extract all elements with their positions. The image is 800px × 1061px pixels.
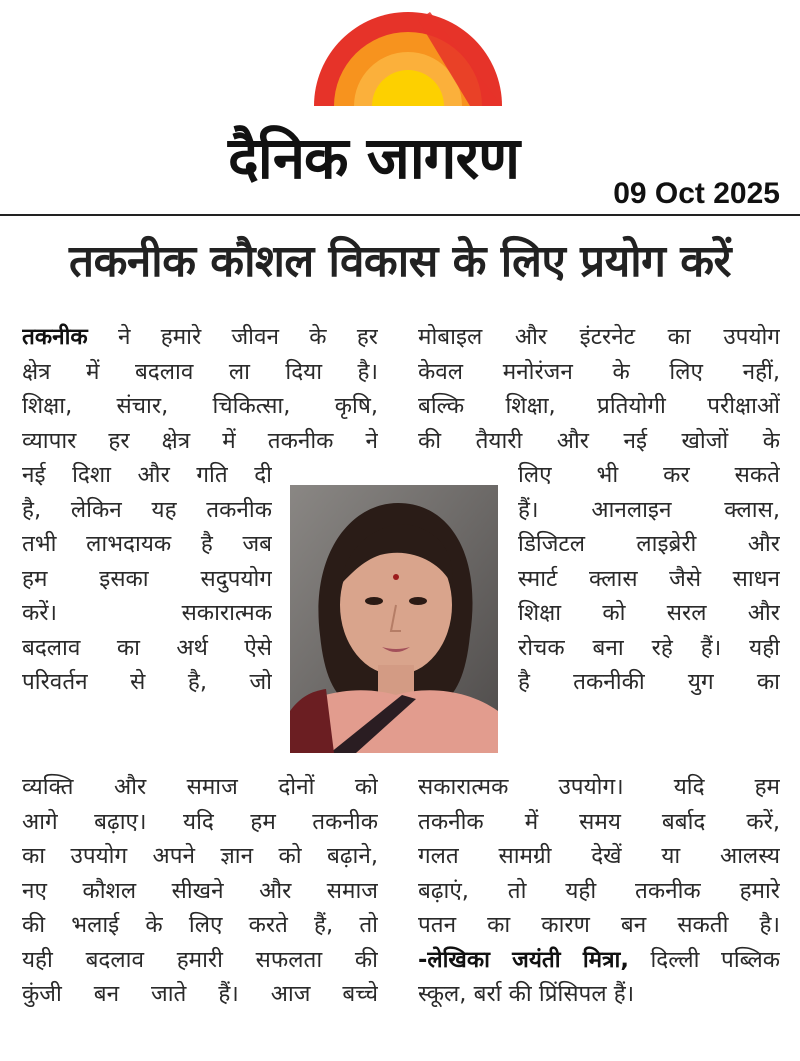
text-line: केवल मनोरंजन के लिए नहीं,	[418, 358, 780, 385]
text-line: बदलाव का अर्थ ऐसे	[22, 634, 272, 661]
dainik-jagran-sun-logo	[310, 6, 506, 110]
text-line: स्मार्ट क्लास जैसे साधन	[518, 565, 780, 592]
text-line: यही बदलाव हमारी सफलता की	[22, 946, 378, 973]
byline-line	[418, 943, 780, 978]
text-line: बढ़ाएं, तो यही तकनीक हमारे	[418, 877, 780, 904]
left-column-wrap	[22, 458, 272, 700]
text-line: तकनीक में समय बर्बाद करें,	[418, 808, 780, 835]
text-line: क्षेत्र में बदलाव ला दिया है।	[22, 358, 378, 385]
text-line: नई दिशा और गति दी	[22, 462, 272, 488]
photo-eye-right	[409, 597, 427, 605]
text-line: व्यक्ति और समाज दोनों को	[22, 774, 378, 800]
lead-word: तकनीक	[22, 324, 88, 350]
left-column-top	[22, 320, 378, 458]
text-line	[22, 320, 378, 355]
left-column-bottom	[22, 770, 378, 1012]
text-line: व्यापार हर क्षेत्र में तकनीक ने	[22, 427, 378, 454]
text-line: की तैयारी और नई खोजों के	[418, 427, 780, 454]
photo-bindi	[393, 574, 399, 580]
text-line: परिवर्तन से है, जो	[22, 669, 272, 695]
newspaper-name: दैनिक जागरण	[228, 124, 520, 192]
text-line: पतन का कारण बन सकती है।	[418, 912, 780, 938]
masthead-divider	[0, 214, 800, 216]
masthead	[0, 0, 800, 216]
text-line: कुंजी बन जाते हैं। आज बच्चे	[22, 981, 378, 1007]
text-line: आगे बढ़ाए। यदि हम तकनीक	[22, 808, 378, 835]
photo-eye-left	[365, 597, 383, 605]
text-line: शिक्षा, संचार, चिकित्सा, कृषि,	[22, 393, 378, 419]
author-name: -लेखिका जयंती मित्रा,	[418, 946, 629, 973]
text-line: शिक्षा को सरल और	[518, 600, 780, 626]
byline-line: स्कूल, बर्रा की प्रिंसिपल हैं।	[418, 981, 635, 1007]
author-photo	[290, 485, 498, 753]
text-line: की भलाई के लिए करते हैं, तो	[22, 912, 378, 938]
text-line: लिए भी कर सकते	[518, 462, 780, 488]
right-column-top	[418, 320, 780, 458]
right-column-bottom	[418, 770, 780, 1012]
edition-date: 09 Oct 2025	[613, 177, 780, 210]
text-line: मोबाइल और इंटरनेट का उपयोग	[418, 324, 780, 350]
text-line: है, लेकिन यह तकनीक	[22, 496, 272, 523]
text-line: नए कौशल सीखने और समाज	[22, 877, 378, 904]
author-role: दिल्ली पब्लिक	[628, 946, 780, 973]
text-line: सकारात्मक उपयोग। यदि हम	[418, 774, 780, 800]
text-line: गलत सामग्री देखें या आलस्य	[418, 843, 780, 869]
text-line: करें। सकारात्मक	[22, 600, 272, 626]
article-headline: तकनीक कौशल विकास के लिए प्रयोग करें	[69, 236, 731, 287]
right-column-wrap	[518, 458, 780, 700]
text-line: तभी लाभदायक है जब	[22, 531, 272, 557]
text-line: बल्कि शिक्षा, प्रतियोगी परीक्षाओं	[418, 393, 780, 419]
text-line: हम इसका सदुपयोग	[22, 565, 272, 592]
text-line: हैं। आनलाइन क्लास,	[518, 496, 780, 523]
text-line: रोचक बना रहे हैं। यही	[518, 634, 780, 661]
text-line: का उपयोग अपने ज्ञान को बढ़ाने,	[22, 843, 378, 869]
text-line: डिजिटल लाइब्रेरी और	[518, 531, 780, 557]
text-fragment: ने हमारे जीवन के हर	[87, 324, 378, 350]
text-line: है तकनीकी युग का	[518, 669, 780, 695]
